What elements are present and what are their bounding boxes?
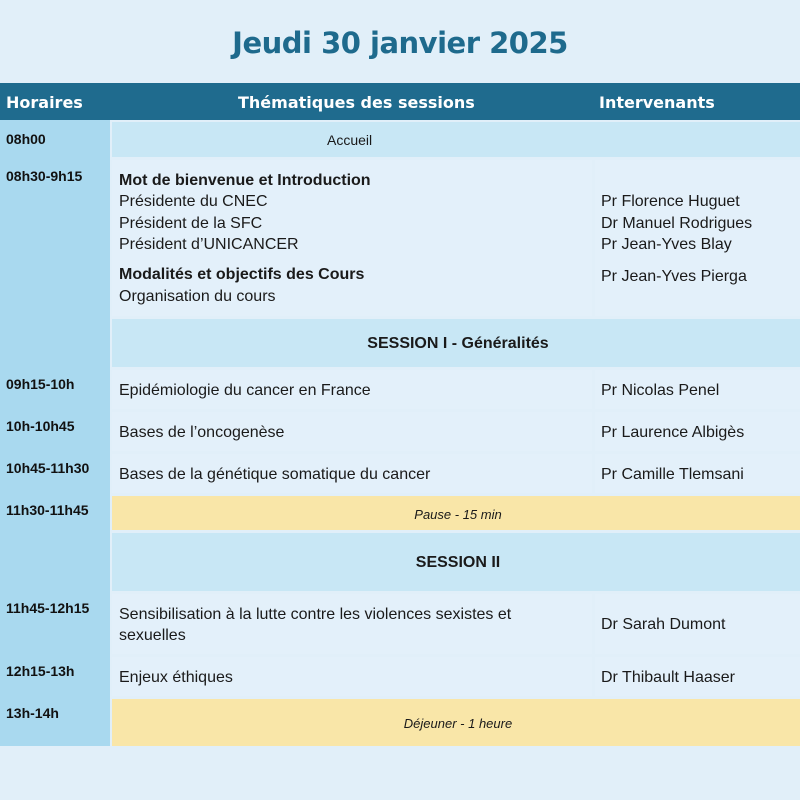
- time-08h00: 08h00: [6, 131, 46, 147]
- violences-topic-line2: sexuelles: [119, 627, 186, 644]
- time-09h15: 09h15-10h: [6, 376, 75, 392]
- page-title: Jeudi 30 janvier 2025: [232, 26, 568, 60]
- speaker-albiges: Pr Laurence Albigès: [601, 424, 745, 441]
- session-2-banner: [112, 533, 800, 591]
- intro-line-2: Président de la SFC: [119, 215, 263, 232]
- oncogenese-topic: Bases de l’oncogenèse: [119, 424, 285, 441]
- row-ethique-topic: [112, 657, 592, 696]
- row-violences-speaker: [595, 594, 800, 654]
- row-epidemiologie-speaker: [595, 370, 800, 409]
- intro-line-3: Président d’UNICANCER: [119, 236, 299, 253]
- row-intro-speakers: [595, 160, 800, 316]
- header-thematiques: Thématiques des sessions: [238, 93, 475, 112]
- ethique-topic: Enjeux éthiques: [119, 669, 233, 686]
- row-pause: [112, 496, 800, 530]
- row-oncogenese-speaker: [595, 412, 800, 451]
- dejeuner-label: Déjeuner - 1 heure: [403, 716, 513, 731]
- row-oncogenese-topic: [112, 412, 592, 451]
- time-11h30: 11h30-11h45: [6, 502, 89, 518]
- speaker-blay: Pr Jean-Yves Blay: [601, 236, 732, 253]
- genetique-topic: Bases de la génétique somatique du cancer: [119, 466, 431, 483]
- session-1-label: SESSION I - Généralités: [367, 335, 549, 352]
- time-12h15: 12h15-13h: [6, 663, 75, 679]
- session-1-banner: [112, 319, 800, 367]
- speaker-penel: Pr Nicolas Penel: [601, 382, 720, 399]
- violences-topic-line1: Sensibilisation à la lutte contre les violences sexistes et: [119, 606, 512, 623]
- row-accueil: [112, 122, 800, 157]
- row-intro-topic: [112, 160, 592, 316]
- row-dejeuner: [112, 699, 800, 746]
- modalites-line: Organisation du cours: [119, 288, 276, 305]
- intro-line-1: Présidente du CNEC: [119, 193, 268, 210]
- header-horaires: Horaires: [6, 93, 83, 112]
- speaker-tlemsani: Pr Camille Tlemsani: [601, 466, 744, 483]
- speaker-huguet: Pr Florence Huguet: [601, 193, 740, 210]
- row-epidemiologie-topic: [112, 370, 592, 409]
- time-08h30: 08h30-9h15: [6, 168, 83, 184]
- time-10h45: 10h45-11h30: [6, 460, 90, 476]
- session-2-label: SESSION II: [415, 554, 501, 571]
- time-10h: 10h-10h45: [6, 418, 75, 434]
- row-violences-topic: [112, 594, 592, 654]
- time-13h: 13h-14h: [6, 705, 59, 721]
- time-11h45: 11h45-12h15: [6, 600, 90, 616]
- modalites-title: Modalités et objectifs des Cours: [119, 266, 365, 283]
- table-header: [0, 83, 800, 120]
- speaker-haaser: Dr Thibault Haaser: [601, 669, 735, 686]
- accueil-label: Accueil: [327, 132, 373, 148]
- pause-label: Pause - 15 min: [414, 507, 502, 522]
- header-intervenants: Intervenants: [599, 93, 715, 112]
- speaker-pierga: Pr Jean-Yves Pierga: [601, 268, 747, 285]
- row-genetique-topic: [112, 454, 592, 493]
- row-genetique-speaker: [595, 454, 800, 493]
- row-ethique-speaker: [595, 657, 800, 696]
- epidemiologie-topic: Epidémiologie du cancer en France: [119, 382, 371, 399]
- speaker-dumont: Dr Sarah Dumont: [601, 616, 726, 633]
- speaker-rodrigues: Dr Manuel Rodrigues: [601, 215, 753, 232]
- intro-title: Mot de bienvenue et Introduction: [119, 172, 371, 189]
